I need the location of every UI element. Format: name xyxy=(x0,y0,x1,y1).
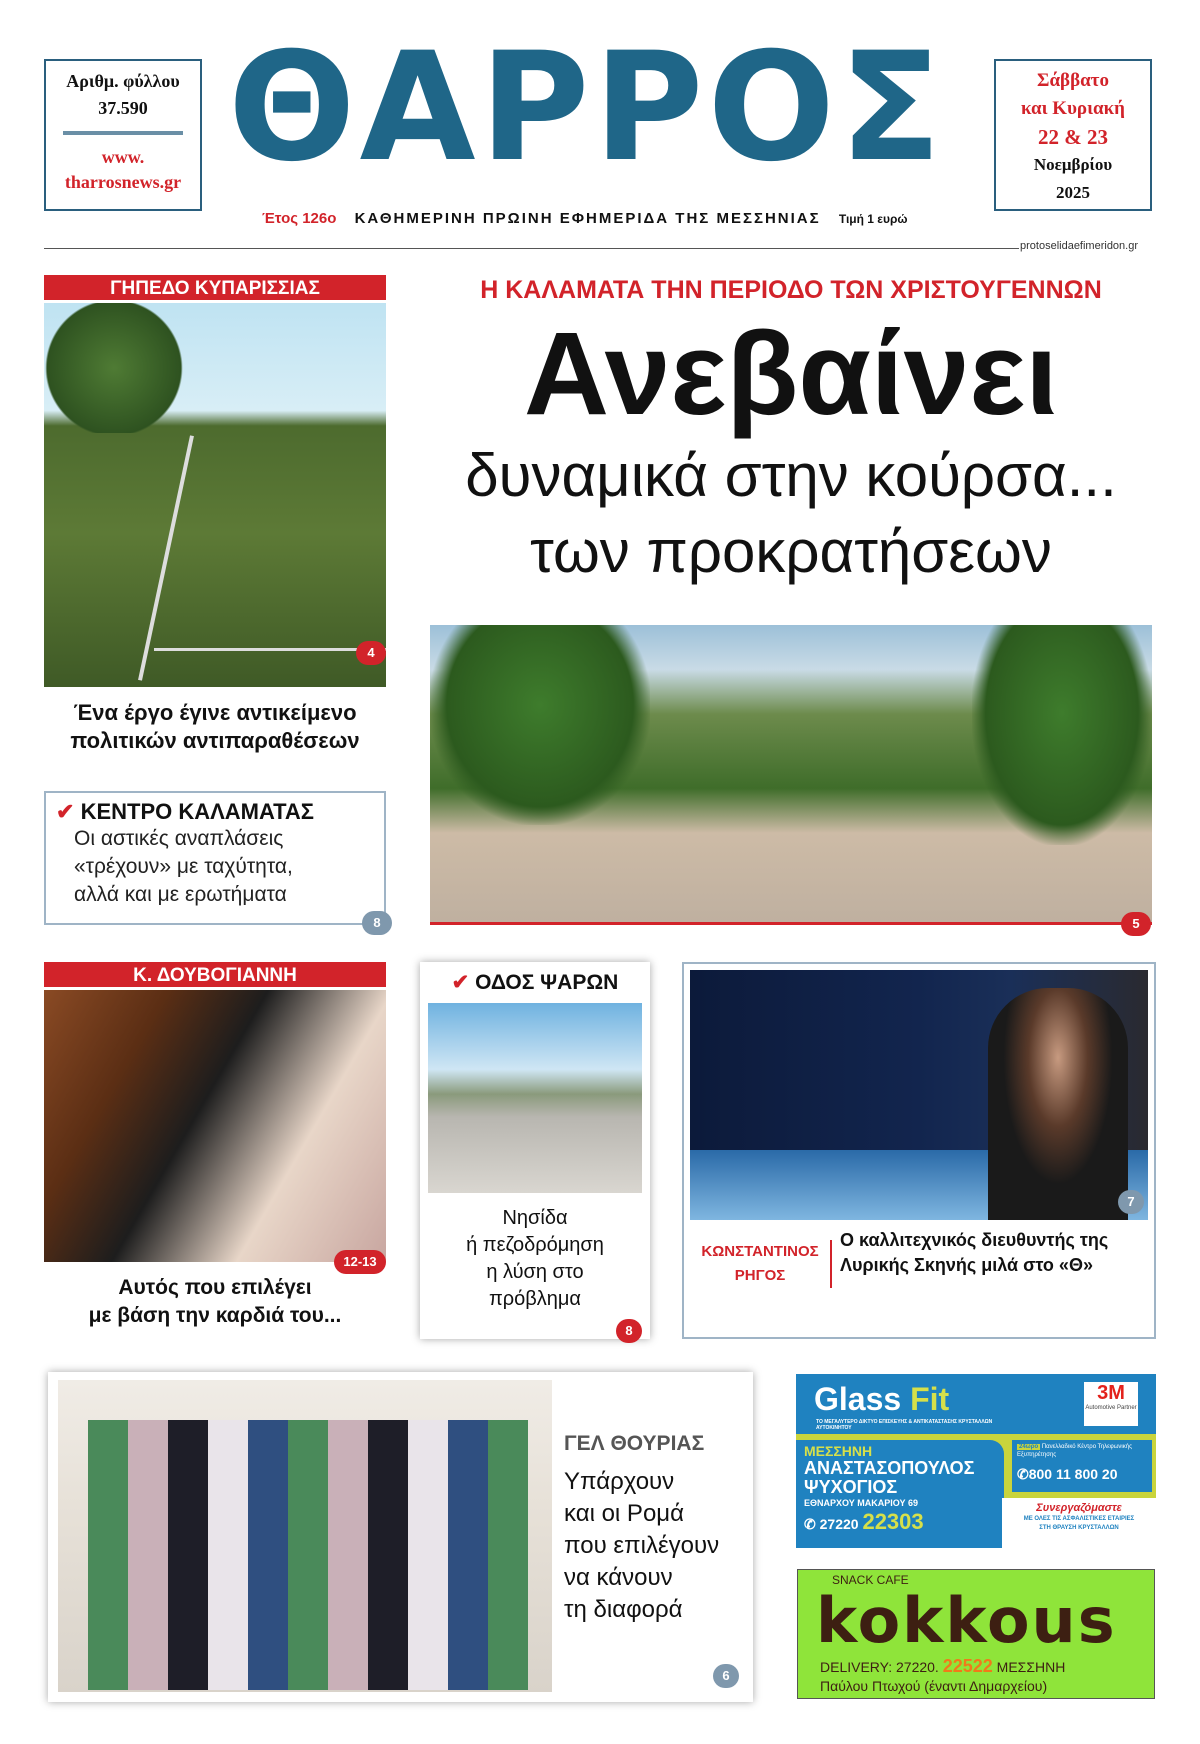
issue-label: Αριθμ. φύλλου xyxy=(66,71,180,91)
logo-text: 3M xyxy=(1097,1382,1125,1404)
douvogianni-photo xyxy=(44,990,386,1262)
person-name-block xyxy=(690,1240,832,1288)
website-link[interactable]: tharrosnews.gr xyxy=(64,172,182,192)
issue-number: 37.590 xyxy=(98,98,148,118)
date-numbers: 22 & 23 xyxy=(1038,125,1108,149)
story-text: πρόβλημα xyxy=(488,1288,581,1310)
story-text: ή πεζοδρόμηση xyxy=(466,1234,604,1256)
ad-name: ΑΝΑΣΤΑΣΟΠΟΥΛΟΣ xyxy=(804,1458,975,1478)
date-box xyxy=(994,59,1152,211)
person-name: ΡΗΓΟΣ xyxy=(734,1267,786,1284)
glassfit-ad[interactable] xyxy=(796,1374,1156,1548)
main-subheadline: δυναμικά στην κούρσα... xyxy=(465,442,1117,509)
center-text: Πανελλαδικό Κέντρο Τηλεφωνικής Εξυπηρέτησης xyxy=(1017,1444,1132,1458)
douvogianni-story[interactable] xyxy=(44,962,386,1330)
story-title: ΟΔΟΣ ΨΑΡΩΝ xyxy=(475,971,619,994)
story-title: ΚΕΝΤΡΟ ΚΑΛΑΜΑΤΑΣ xyxy=(80,799,314,824)
stadium-label: ΓΗΠΕΔΟ ΚΥΠΑΡΙΣΣΙΑΣ xyxy=(44,275,386,303)
center-phone: 800 11 800 20 xyxy=(1028,1466,1118,1482)
divider xyxy=(63,131,183,135)
page-badge: 12-13 xyxy=(334,1250,386,1274)
story-text: τη διαφορά xyxy=(564,1596,683,1623)
story-text: «τρέχουν» με ταχύτητα, xyxy=(74,855,293,878)
story-text: αλλά και με ερωτήματα xyxy=(74,883,287,906)
rigos-photo xyxy=(690,970,1148,1220)
kokkous-ad[interactable] xyxy=(797,1569,1155,1699)
stadium-photo xyxy=(44,303,386,687)
caption-line: Αυτός που επιλέγει xyxy=(118,1276,312,1299)
page-badge: 5 xyxy=(1121,912,1151,936)
issue-number-box xyxy=(44,59,202,211)
story-text: Νησίδα xyxy=(502,1207,568,1229)
page-badge: 4 xyxy=(356,641,386,665)
coop-text: ΣΤΗ ΘΡΑΥΣΗ ΚΡΥΣΤΑΛΛΩΝ xyxy=(1039,1525,1119,1531)
delivery-city: ΜΕΣΣΗΝΗ xyxy=(996,1659,1066,1675)
page-badge: 6 xyxy=(713,1664,739,1688)
page-badge: 8 xyxy=(362,911,392,935)
kalamata-center-story[interactable] xyxy=(44,791,386,930)
story-caption xyxy=(44,1274,386,1330)
story-text: Λυρικής Σκηνής μιλά στο «Θ» xyxy=(840,1255,1093,1275)
phone-prefix: 27220 xyxy=(819,1516,859,1532)
story-text: η λύση στο xyxy=(486,1261,584,1283)
ad-name: ΨΥΧΟΓΙΟΣ xyxy=(804,1477,898,1497)
ad-address: Παύλου Πτωχού (έναντι Δημαρχείου) xyxy=(820,1678,1048,1694)
website-line1: www. xyxy=(101,147,145,167)
main-headline: Ανεβαίνει xyxy=(523,308,1059,440)
ad-small-text: SNACK CAFE xyxy=(832,1573,909,1587)
main-kicker: Η ΚΑΛΑΜΑΤΑ ΤΗΝ ΠΕΡΙΟΔΟ ΤΩΝ ΧΡΙΣΤΟΥΓΕΝΝΩΝ xyxy=(480,276,1102,304)
year-label: Έτος 126ο xyxy=(262,210,337,227)
story-text: Οι αστικές αναπλάσεις xyxy=(74,827,284,850)
brand-text: Fit xyxy=(910,1381,950,1417)
person-name: ΚΩΝΣΤΑΝΤΙΝΟΣ xyxy=(701,1243,819,1260)
delivery-label: DELIVERY: 27220. xyxy=(820,1659,939,1675)
main-story[interactable] xyxy=(430,274,1152,590)
story-text: Υπάρχουν xyxy=(564,1468,675,1495)
thouria-photo xyxy=(58,1380,552,1692)
rigos-story[interactable] xyxy=(682,962,1156,1339)
story-text: που επιλέγουν xyxy=(564,1532,720,1559)
story-label: Κ. ΔΟΥΒΟΓΙΑΝΝΗ xyxy=(44,962,386,990)
story-text: και οι Ρομά xyxy=(564,1500,684,1527)
story-title: ΓΕΛ ΘΟΥΡΙΑΣ xyxy=(564,1432,705,1455)
coop-title: Συνεργαζόμαστε xyxy=(1036,1502,1122,1514)
date-day2: και Κυριακή xyxy=(1021,98,1125,119)
page-badge: 7 xyxy=(1118,1190,1144,1214)
3m-logo xyxy=(1084,1382,1138,1426)
badge-24h: 24ωρο xyxy=(1019,1444,1039,1450)
call-center: 24ωρο Πανελλαδικό Κέντρο Τηλεφωνικής Εξυπηρέτησης ✆800 11 800 20 xyxy=(1012,1440,1152,1492)
newspaper-logo: ΘΑΡΡΟΣ xyxy=(228,21,946,195)
delivery-phone: 22522 xyxy=(942,1656,993,1676)
date-month: Νοεμβρίου xyxy=(1033,155,1113,174)
story-text: να κάνουν xyxy=(564,1564,673,1591)
tagline-text: ΚΑΘΗΜΕΡΙΝΗ ΠΡΩΙΝΗ ΕΦΗΜΕΡΙΔΑ ΤΗΣ ΜΕΣΣΗΝΙΑΣ xyxy=(354,210,821,227)
phone-number: 22303 xyxy=(862,1509,924,1534)
ad-city: ΜΕΣΣΗΝΗ xyxy=(804,1443,873,1459)
brand-text: Glass xyxy=(814,1381,902,1417)
check-icon: ✔ xyxy=(56,799,75,824)
delivery-line xyxy=(820,1656,1065,1677)
partner-text: Automotive Partner xyxy=(1085,1405,1137,1411)
main-photo-pedestrian-street xyxy=(430,625,1152,925)
caption-line: πολιτικών αντιπαραθέσεων xyxy=(70,728,360,753)
cooperation-box xyxy=(1002,1498,1156,1548)
caption-line: Ένα έργο έγινε αντικείμενο xyxy=(73,700,357,725)
header-rule xyxy=(44,248,1019,249)
ad-slogan: ΤΟ ΜΕΓΑΛΥΤΕΡΟ ΔΙΚΤΥΟ ΕΠΙΣΚΕΥΗΣ & ΑΝΤΙΚΑΤΑΣΤΑΣΗΣ ΚΡΥΣΤΑΛΛΩΝ ΑΥΤΟΚΙΝΗΤΟΥ xyxy=(816,1419,993,1431)
dealer-info: ΜΕΣΣΗΝΗ ΑΝΑΣΤΑΣΟΠΟΥΛΟΣ ΨΥΧΟΓΙΟΣ ΕΘΝΑΡΧΟΥ ΜΑΚΑΡΙΟΥ 69 ✆ 27220 22303 xyxy=(796,1440,1004,1548)
date-year: 2025 xyxy=(1056,183,1090,202)
caption-line: με βάση την καρδιά του... xyxy=(88,1304,342,1327)
stadium-caption xyxy=(44,699,386,755)
price: Τιμή 1 ευρώ xyxy=(838,212,908,226)
source-watermark: protoselidaefimeridon.gr xyxy=(1020,240,1139,252)
page-badge: 8 xyxy=(616,1319,642,1343)
psaron-photo xyxy=(428,1003,642,1193)
ad-address: ΕΘΝΑΡΧΟΥ ΜΑΚΑΡΙΟΥ 69 xyxy=(804,1498,919,1508)
rigos-text xyxy=(840,1228,1150,1278)
coop-text: ΜΕ ΟΛΕΣ ΤΙΣ ΑΣΦΑΛΙΣΤΙΚΕΣ ΕΤΑΙΡΙΕΣ xyxy=(1023,1516,1135,1522)
psaron-story[interactable] xyxy=(420,962,650,1339)
thouria-story[interactable] xyxy=(48,1372,753,1702)
tagline xyxy=(262,210,920,227)
check-icon: ✔ xyxy=(451,971,470,994)
glassfit-logo xyxy=(814,1380,949,1418)
thouria-text xyxy=(564,1432,719,1626)
main-subheadline: των προκρατήσεων xyxy=(530,518,1052,585)
date-day: Σάββατο xyxy=(1037,70,1109,91)
kokkous-logo: kokkous xyxy=(816,1584,1117,1657)
story-text: Ο καλλιτεχνικός διευθυντής της xyxy=(840,1230,1109,1250)
stadium-story[interactable] xyxy=(44,275,386,755)
